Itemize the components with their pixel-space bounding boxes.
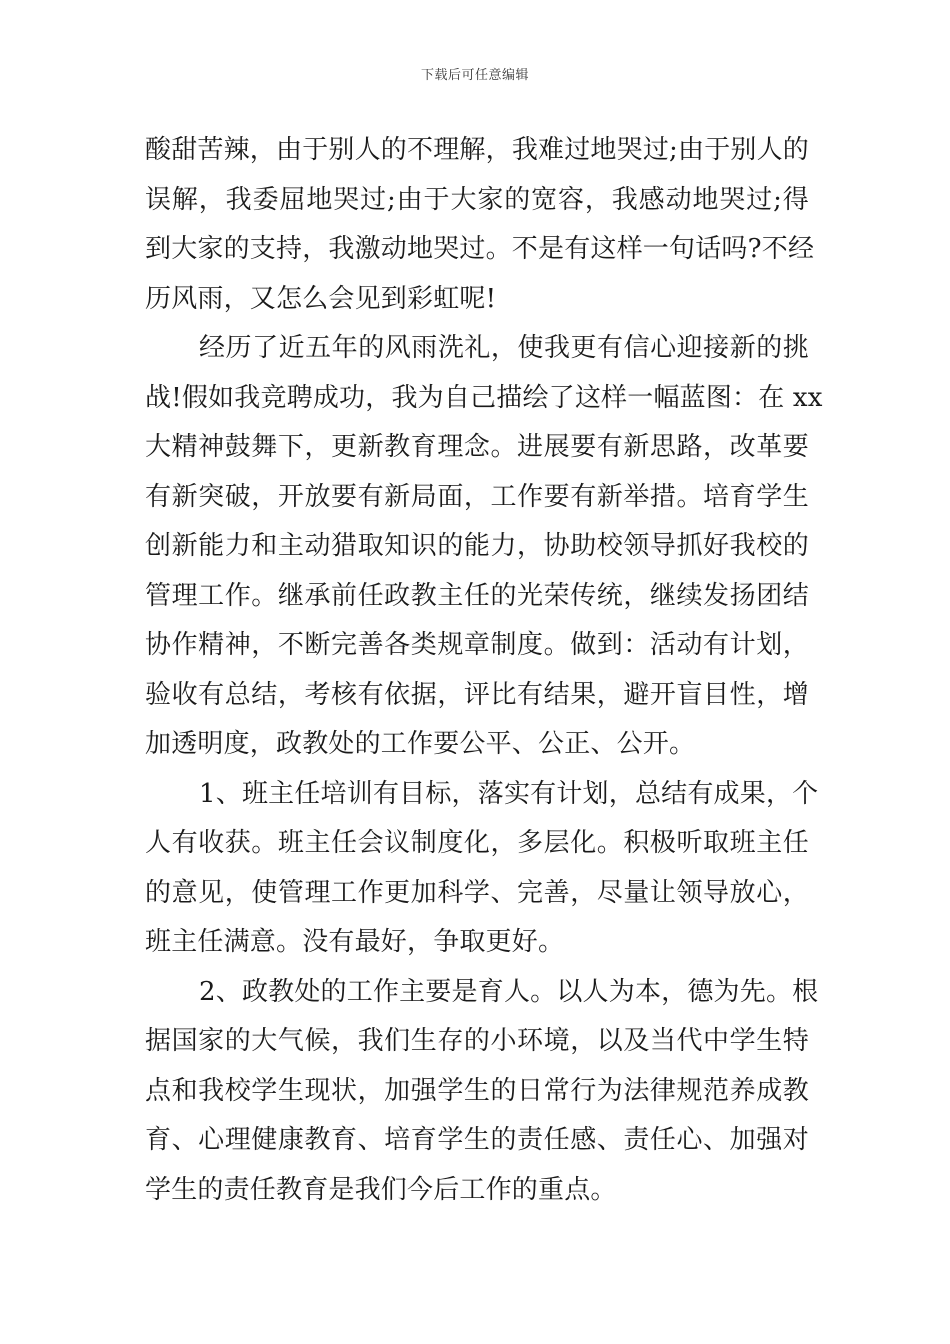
text-line: 点和我校学生现状，加强学生的日常行为法律规范养成教 bbox=[145, 1075, 809, 1106]
text-line: 创新能力和主动猎取知识的能力，协助校领导抓好我校的 bbox=[145, 531, 809, 561]
text-line: 大精神鼓舞下，更新教育理念。进展要有新思路，改革要 bbox=[145, 432, 809, 462]
text-line: 的意见，使管理工作更加科学、完善，尽量让领导放心， bbox=[145, 877, 809, 908]
paragraph-1 bbox=[145, 126, 815, 324]
text-line: 经历了近五年的风雨洗礼，使我更有信心迎接新的挑 bbox=[199, 333, 809, 363]
text-line: 人有收获。班主任会议制度化，多层化。积极听取班主任 bbox=[145, 828, 809, 858]
paragraph-4 bbox=[145, 968, 819, 1216]
text-line: 验收有总结，考核有依据，评比有结果，避开盲目性，增 bbox=[145, 679, 809, 710]
text-line: 历风雨，又怎么会见到彩虹呢! bbox=[145, 283, 497, 314]
text-line: 育、心理健康教育、培育学生的责任感、责任心、加强对 bbox=[145, 1125, 809, 1155]
text-line: 协作精神，不断完善各类规章制度。做到：活动有计划， bbox=[145, 630, 809, 660]
text-line: 酸甜苦辣，由于别人的不理解，我难过地哭过;由于别人的 bbox=[145, 135, 809, 165]
text-line: 加透明度，政教处的工作要公平、公正、公开。 bbox=[145, 729, 696, 759]
paragraph-3 bbox=[145, 770, 819, 968]
paragraph-2 bbox=[145, 324, 823, 770]
text-line: 有新突破，开放要有新局面，工作要有新举措。培育学生 bbox=[145, 481, 809, 512]
text-line: 班主任满意。没有最好，争取更好。 bbox=[145, 927, 565, 957]
text-line: 1、班主任培训有目标，落实有计划，总结有成果，个 bbox=[199, 778, 819, 809]
text-line: 管理工作。继承前任政教主任的光荣传统，继续发扬团结 bbox=[145, 580, 809, 611]
document-body bbox=[145, 126, 823, 1215]
text-line: 战!假如我竞聘成功，我为自己描绘了这样一幅蓝图：在 xx bbox=[145, 382, 823, 413]
text-line: 误解，我委屈地哭过;由于大家的宽容，我感动地哭过;得 bbox=[145, 184, 809, 215]
text-line: 2、政教处的工作主要是育人。以人为本，德为先。根 bbox=[199, 976, 819, 1007]
page-header: 下载后可任意编辑 bbox=[420, 68, 529, 83]
text-line: 学生的责任教育是我们今后工作的重点。 bbox=[145, 1174, 617, 1205]
text-line: 据国家的大气候，我们生存的小环境，以及当代中学生特 bbox=[145, 1026, 809, 1056]
text-line: 到大家的支持，我激动地哭过。不是有这样一句话吗?不经 bbox=[145, 234, 815, 264]
